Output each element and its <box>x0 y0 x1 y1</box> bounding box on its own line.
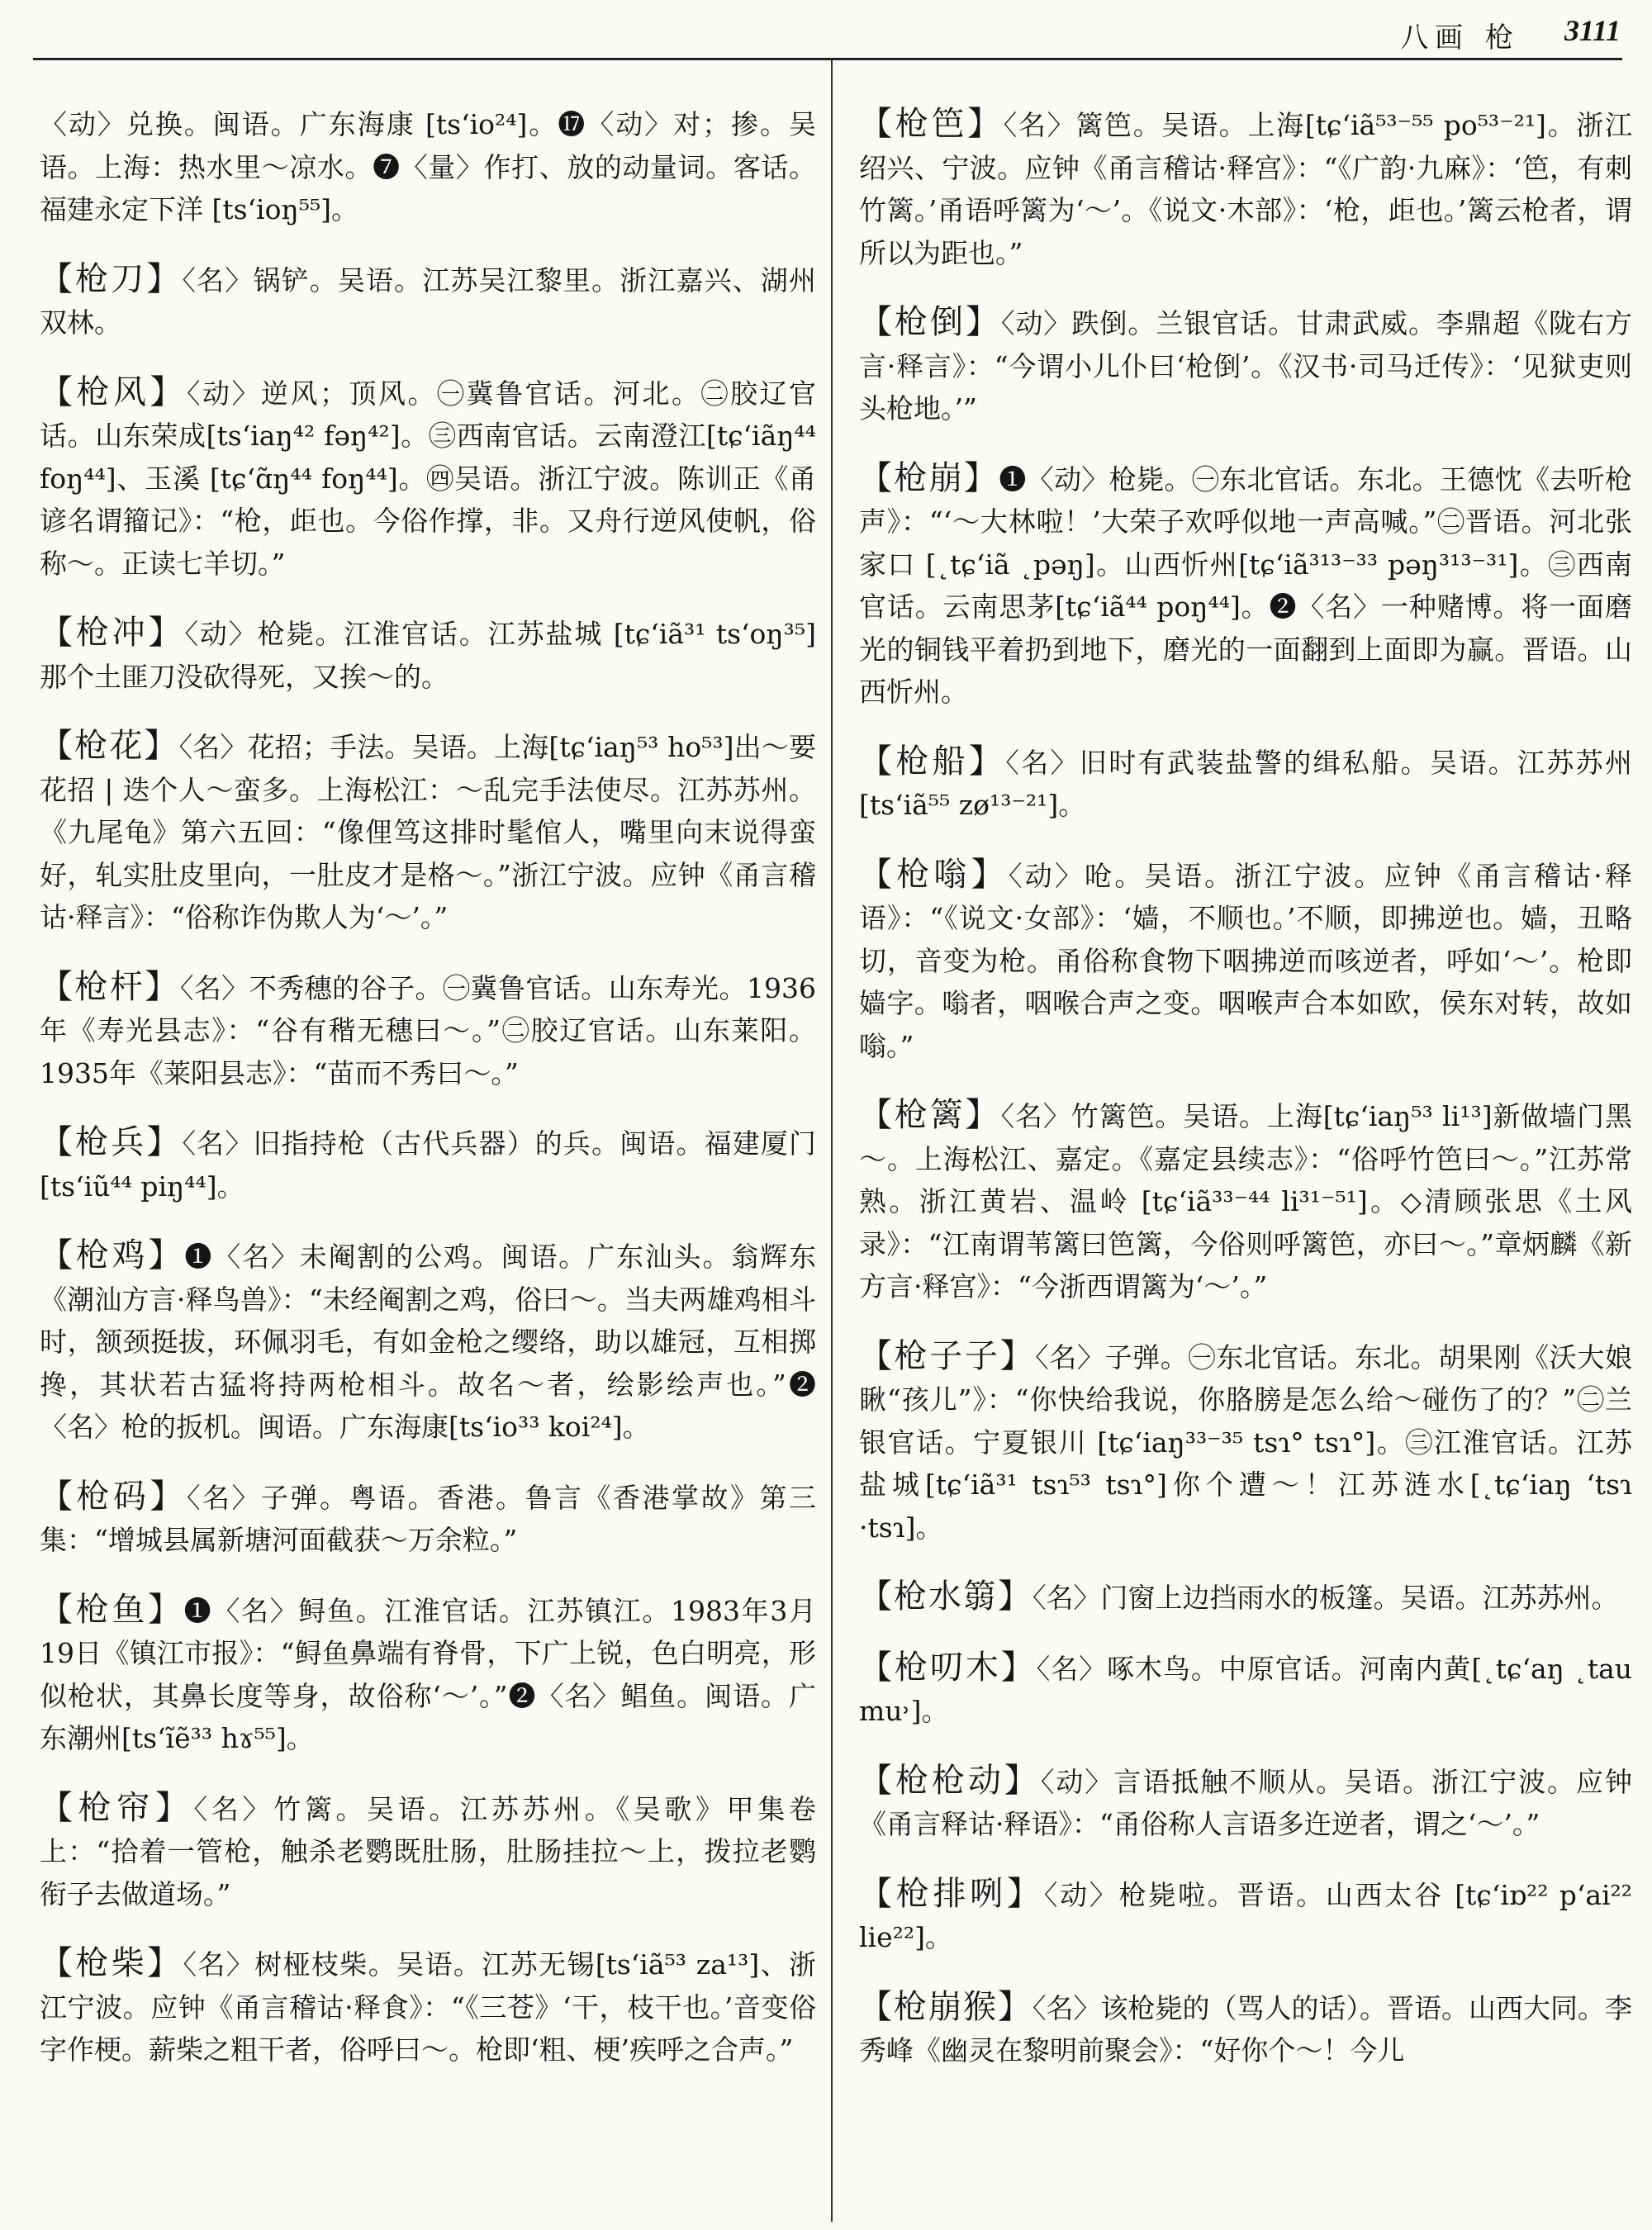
entry: 【枪排咧】〈动〉枪毙啦。晋语。山西太谷 [tɕ‘iɒ²² p‘ai²² lie²²]。 <box>859 1874 1633 1953</box>
entry: 【枪枪动】〈动〉言语抵触不顺从。吴语。浙江宁波。应钟《甬言释诂·释语》：“甬俗称人言语多迕逆者，谓之‘～’。” <box>859 1761 1633 1840</box>
entry: 【枪码】〈名〉子弹。粤语。香港。鲁言《香港掌故》第三集：“增城县属新塘河面截获～万余粒。” <box>40 1477 816 1556</box>
entry: 【枪鱼】❶〈名〉鲟鱼。江淮官话。江苏镇江。1983年3月19日《镇江市报》：“鲟鱼鼻端有脊骨，下广上锐，色白明亮，形似枪状，其鼻长度等身，故俗称‘～’。”❷〈名〉鲳鱼。闽语。广东潮州[ts‘ĩẽ³³ hɤ⁵⁵]。 <box>40 1590 816 1754</box>
section-title: 八画 枪 <box>1400 21 1520 55</box>
headword: 【枪排咧】 <box>859 1874 1044 1913</box>
entry: 【枪倒】〈动〉跌倒。兰银官话。甘肃武威。李鼎超《陇右方言·释言》：“今谓小儿仆曰‘枪倒’。《汉书·司马迁传》：‘见狱吏则头枪地。’” <box>859 303 1633 425</box>
headword: 【枪鱼】 <box>40 1590 184 1629</box>
entry: 【枪冲】〈动〉枪毙。江淮官话。江苏盐城 [tɕ‘iã³¹ ts‘oŋ³⁵] 那个土匪刀没砍得死，又挨～的。 <box>40 614 816 693</box>
header-rule <box>33 58 1622 60</box>
entry: 【枪子子】〈名〉子弹。㊀东北官话。东北。胡果刚《沃大娘瞅“孩儿”》：“你快给我说，你胳膀是怎么给～碰伤了的？”㊁兰银官话。宁夏银川 [tɕ‘iaŋ³³⁻³⁵ tsɿ° tsɿ°]。㊂江淮官话。江苏盐城[tɕ‘iã³¹ tsɿ⁵³ tsɿ°]你个遭～！江苏涟水[˛tɕ‘iaŋ ‘tsɿ ·tsɿ]。 <box>859 1336 1633 1544</box>
entry-continuation: 〈动〉兑换。闽语。广东海康 [ts‘io²⁴]。⓱〈动〉对；掺。吴语。上海：热水里～凉水。❼〈量〉作打、放的动量词。客话。福建永定下洋 [ts‘ioŋ⁵⁵]。 <box>40 108 816 225</box>
headword: 【枪叨木】 <box>859 1648 1037 1687</box>
headword: 【枪冲】 <box>40 614 185 652</box>
headword: 【枪刀】 <box>40 259 183 298</box>
entry: 【枪鸡】❶〈名〉未阉割的公鸡。闽语。广东汕头。翁辉东《潮汕方言·释鸟兽》：“未经阉割之鸡，俗曰～。当夫两雄鸡相斗时，颔颈挺拔，环佩羽毛，有如金枪之缨络，助以雄冠，互相掷搀，其状若古猛将持两枪相斗。故名～者，绘影绘声也。”❷〈名〉枪的扳机。闽语。广东海康[ts‘io³³ koi²⁴]。 <box>40 1236 817 1443</box>
headword: 【枪崩】 <box>859 458 999 497</box>
entry: 【枪刀】〈名〉锅铲。吴语。江苏吴江黎里。浙江嘉兴、湖州双林。 <box>40 259 817 339</box>
headword: 【枪水篛】 <box>859 1578 1032 1616</box>
left-column <box>40 76 816 2086</box>
entry: 【枪兵】〈名〉旧指持枪（古代兵器）的兵。闽语。福建厦门[ts‘iũ⁴⁴ piŋ⁴⁴]。 <box>40 1123 817 1203</box>
entry: 【枪崩猴】〈名〉该枪毙的（骂人的话）。晋语。山西大同。李秀峰《幽灵在黎明前聚会》：“好你个～！今儿 <box>859 1987 1632 2066</box>
entry: 【枪帘】〈名〉竹篱。吴语。江苏苏州。《吴歌》甲集卷上：“拾着一管枪，触杀老鹦既肚肠，肚肠挂拉～上，拨拉老鹦衔子去做道场。” <box>40 1788 817 1910</box>
entry: 【枪崩】❶〈动〉枪毙。㊀东北官话。东北。王德忱《去听枪声》：“‘～大林啦！’大荣子欢呼似地一声高喊。”㊁晋语。河北张家口 [˛tɕ‘iã ˛pəŋ]。山西忻州[tɕ‘iã³¹³⁻³³ pəŋ³¹³⁻³¹]。㊂西南官话。云南思茅[tɕ‘iã⁴⁴ poŋ⁴⁴]。❷〈名〉一种赌博。将一面磨光的铜钱平着扔到地下，磨光的一面翻到上面即为赢。晋语。山西忻州。 <box>859 458 1633 708</box>
entry: 【枪船】〈名〉旧时有武装盐警的缉私船。吴语。江苏苏州 [ts‘iã⁵⁵ zø¹³⁻²¹]。 <box>859 742 1633 821</box>
entry: 【枪篱】〈名〉竹篱笆。吴语。上海[tɕ‘iaŋ⁵³ li¹³]新做墙门黑～。上海松江、嘉定。《嘉定县续志》：“俗呼竹笆曰～。”江苏常熟。浙江黄岩、温岭 [tɕ‘iã³³⁻⁴⁴ li³¹⁻⁵¹]。◇清顾张思《土风录》：“江南谓苇篱曰笆篱，今俗则呼篱笆，亦曰～。”章炳麟《新方言·释宫》：“今浙西谓篱为‘～’。” <box>859 1096 1633 1302</box>
headword: 【枪笆】 <box>859 105 1004 143</box>
entry: 【枪嗡】〈动〉呛。吴语。浙江宁波。应钟《甬言稽诂·释语》：“《说文·女部》：‘嫱，不顺也。’不顺，即拂逆也。嫱，丑略切，音变为枪。甬俗称食物下咽拂逆而咳逆者，呼如‘～’。枪即嫱字。嗡者，咽喉合声之变。咽喉声合本如欧，侯东对转，故如嗡。” <box>859 855 1632 1062</box>
headword: 【枪崩猴】 <box>859 1987 1032 2026</box>
headword: 【枪码】 <box>40 1477 187 1516</box>
headword: 【枪倒】 <box>859 303 1001 341</box>
page-header <box>0 0 1652 58</box>
entry: 【枪花】〈名〉花招；手法。吴语。上海[tɕ‘iaŋ⁵³ ho⁵³]出～要花招 | 迭个人～蛮多。上海松江：～乱完手法使尽。江苏苏州。《九尾龟》第六五回：“像俚笃这排时髦倌人，嘴里向末说得蛮好，轧实肚皮里向，一肚皮才是格～。”浙江宁波。应钟《甬言稽诂·释言》：“俗称诈伪欺人为‘～’。” <box>40 727 816 933</box>
right-column <box>859 76 1632 2087</box>
headword: 【枪花】 <box>40 727 179 765</box>
page-number: 3111 <box>1564 14 1621 47</box>
entry: 【枪杆】〈名〉不秀穗的谷子。㊀冀鲁官话。山东寿光。1936年《寿光县志》：“谷有稭无穗曰～。”㊁胶辽官话。山东莱阳。1935年《莱阳县志》：“苗而不秀曰～。” <box>40 967 816 1089</box>
entry: 【枪水篛】〈名〉门窗上边挡雨水的板篷。吴语。江苏苏州。 <box>859 1578 1619 1616</box>
entry: 【枪笆】〈名〉篱笆。吴语。上海[tɕ‘iã⁵³⁻⁵⁵ po⁵³⁻²¹]。浙江绍兴、宁波。应钟《甬言稽诂·释宫》：“《广韵·九麻》：‘笆，有刺竹篱。’甬语呼篱为‘～’。《说文·木部》：‘枪，歫也。’篱云枪者，谓所以为距也。” <box>859 105 1632 269</box>
headword: 【枪柴】 <box>40 1944 183 1982</box>
headword: 【枪篱】 <box>859 1096 1001 1134</box>
headword: 【枪鸡】 <box>40 1236 185 1274</box>
headword: 【枪杆】 <box>40 967 180 1006</box>
headword: 【枪兵】 <box>40 1123 183 1161</box>
headword: 【枪枪动】 <box>859 1761 1041 1800</box>
headword: 【枪子子】 <box>859 1336 1036 1375</box>
headword: 【枪嗡】 <box>859 855 1009 894</box>
entry: 【枪风】〈动〉逆风；顶风。㊀冀鲁官话。河北。㊁胶辽官话。山东荣成[ts‘iaŋ⁴² fəŋ⁴²]。㊂西南官话。云南澄江[tɕ‘iãŋ⁴⁴ foŋ⁴⁴]、玉溪 [tɕ‘ɑ̃ŋ⁴⁴ foŋ⁴⁴]。㊃吴语。浙江宁波。陈训正《甬谚名谓籀记》：“枪，歫也。今俗作撑，非。又舟行逆风使帆，俗称～。正读七羊切。” <box>40 372 816 580</box>
column-divider <box>831 59 833 2222</box>
entry: 【枪柴】〈名〉树桠枝柴。吴语。江苏无锡[ts‘iã⁵³ za¹³]、浙江宁波。应钟《甬言稽诂·释食》：“《三苍》‘干，枝干也。’音变俗字作梗。薪柴之粗干者，俗呼曰～。枪即‘粗、梗’疾呼之合声。” <box>40 1944 817 2066</box>
headword: 【枪风】 <box>40 372 187 411</box>
headword: 【枪船】 <box>859 742 1006 780</box>
entry: 【枪叨木】〈名〉啄木鸟。中原官话。河南内黄[˛tɕ‘aŋ ˛tau mu˒]。 <box>859 1648 1633 1727</box>
headword: 【枪帘】 <box>40 1788 194 1827</box>
